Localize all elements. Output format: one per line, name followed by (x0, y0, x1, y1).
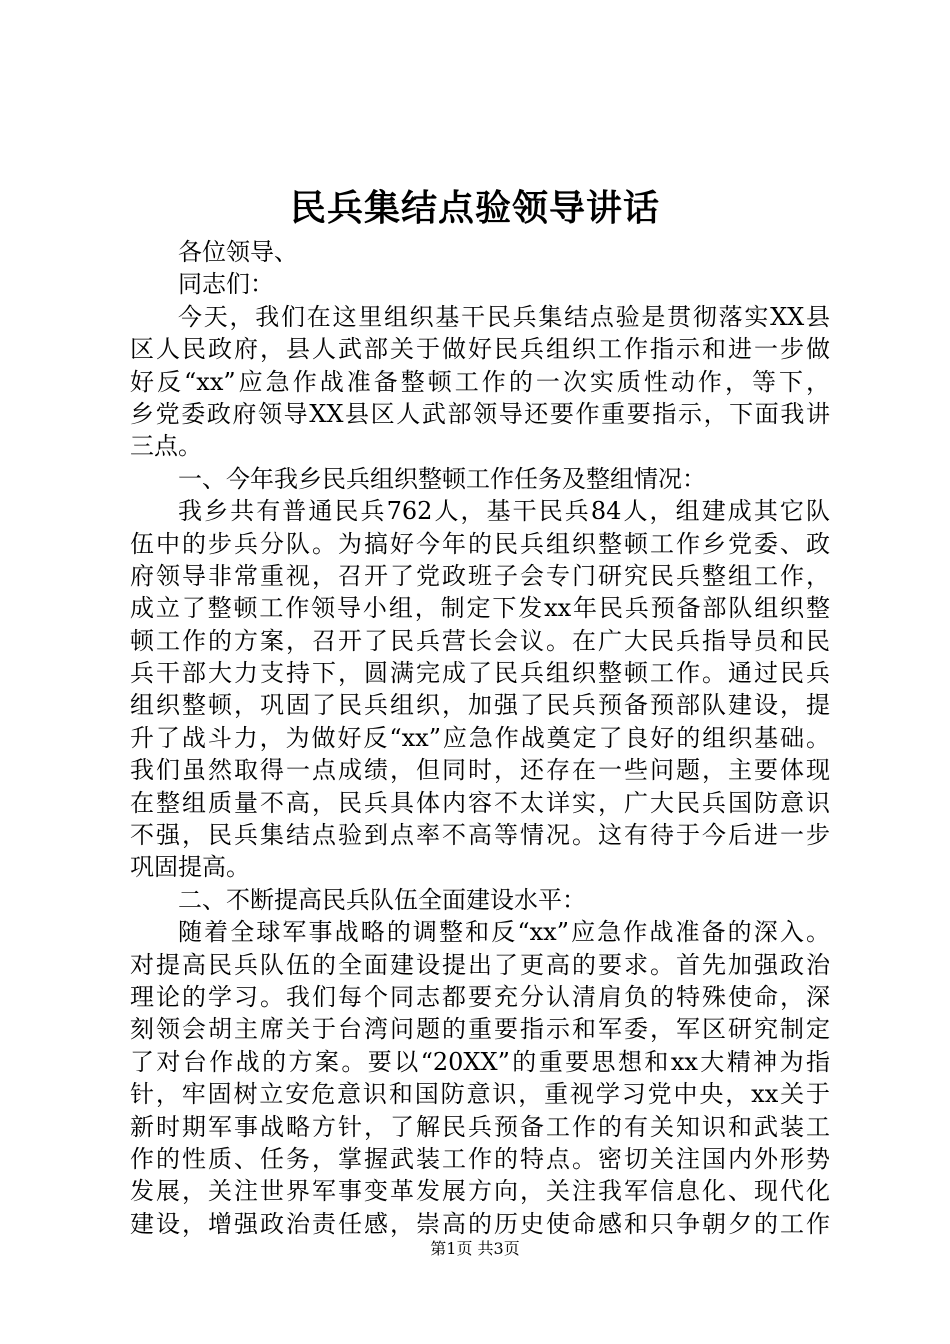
paragraph-line: 理论的学习。我们每个同志都要充分认清肩负的特殊使命，深 (130, 982, 830, 1011)
paragraph-line: 针，牢固树立安危意识和国防意识，重视学习党中央，xx关于 (130, 1080, 830, 1109)
paragraph-line: 了对台作战的方案。要以“20XX”的重要思想和xx大精神为指 (130, 1047, 830, 1076)
paragraph-line: 伍中的步兵分队。为搞好今年的民兵组织整顿工作乡党委、政 (130, 529, 830, 558)
paragraph-line: 组织整顿，巩固了民兵组织，加强了民兵预备预部队建设，提 (130, 691, 830, 720)
paragraph-line: 府领导非常重视，召开了党政班子会专门研究民兵整组工作， (130, 561, 830, 590)
paragraph-line: 我们虽然取得一点成绩，但同时，还存在一些问题，主要体现 (130, 756, 830, 785)
paragraph-line: 随着全球军事战略的调整和反“xx”应急作战准备的深入。 (178, 918, 830, 947)
paragraph-line: 今天，我们在这里组织基干民兵集结点验是贯彻落实XX县 (178, 302, 830, 331)
paragraph-line: 对提高民兵队伍的全面建设提出了更高的要求。首先加强政治 (130, 950, 830, 979)
salutation-line: 同志们： (178, 270, 274, 299)
paragraph-line: 兵干部大力支持下，圆满完成了民兵组织整顿工作。通过民兵 (130, 659, 830, 688)
section-heading: 一、今年我乡民兵组织整顿工作任务及整组情况： (178, 464, 706, 493)
paragraph-line: 新时期军事战略方针，了解民兵预备工作的有关知识和武装工 (130, 1112, 830, 1141)
document-body (130, 236, 830, 1240)
paragraph-line: 刻领会胡主席关于台湾问题的重要指示和军委，军区研究制定 (130, 1015, 830, 1044)
paragraph-line: 发展，关注世界军事变革发展方向，关注我军信息化、现代化 (130, 1177, 830, 1206)
paragraph-line: 乡党委政府领导XX县区人武部领导还要作重要指示，下面我讲 (130, 399, 830, 428)
paragraph-line: 成立了整顿工作领导小组，制定下发xx年民兵预备部队组织整 (130, 594, 830, 623)
paragraph-line: 作的性质、任务，掌握武装工作的特点。密切关注国内外形势 (130, 1144, 830, 1173)
paragraph-line: 好反“xx”应急作战准备整顿工作的一次实质性动作，等下， (130, 367, 830, 396)
paragraph-line: 我乡共有普通民兵762人，基干民兵84人，组建成其它队 (178, 497, 830, 526)
paragraph-line: 三点。 (130, 432, 202, 461)
page-footer: 第1页 共3页 (430, 1239, 520, 1258)
section-heading: 二、不断提高民兵队伍全面建设水平： (178, 885, 586, 914)
document-title: 民兵集结点验领导讲话 (289, 187, 660, 229)
paragraph-line: 升了战斗力，为做好反“xx”应急作战奠定了良好的组织基础。 (130, 723, 830, 752)
paragraph-line: 不强，民兵集结点验到点率不高等情况。这有待于今后进一步 (130, 821, 830, 850)
paragraph-line: 区人民政府，县人武部关于做好民兵组织工作指示和进一步做 (130, 335, 830, 364)
paragraph-line: 建设，增强政治责任感，崇高的历史使命感和只争朝夕的工作 (130, 1209, 830, 1238)
paragraph-line: 在整组质量不高，民兵具体内容不太详实，广大民兵国防意识 (130, 788, 830, 817)
paragraph-line: 顿工作的方案，召开了民兵营长会议。在广大民兵指导员和民 (130, 626, 830, 655)
salutation-line: 各位领导、 (178, 238, 298, 266)
paragraph-line: 巩固提高。 (130, 853, 250, 882)
